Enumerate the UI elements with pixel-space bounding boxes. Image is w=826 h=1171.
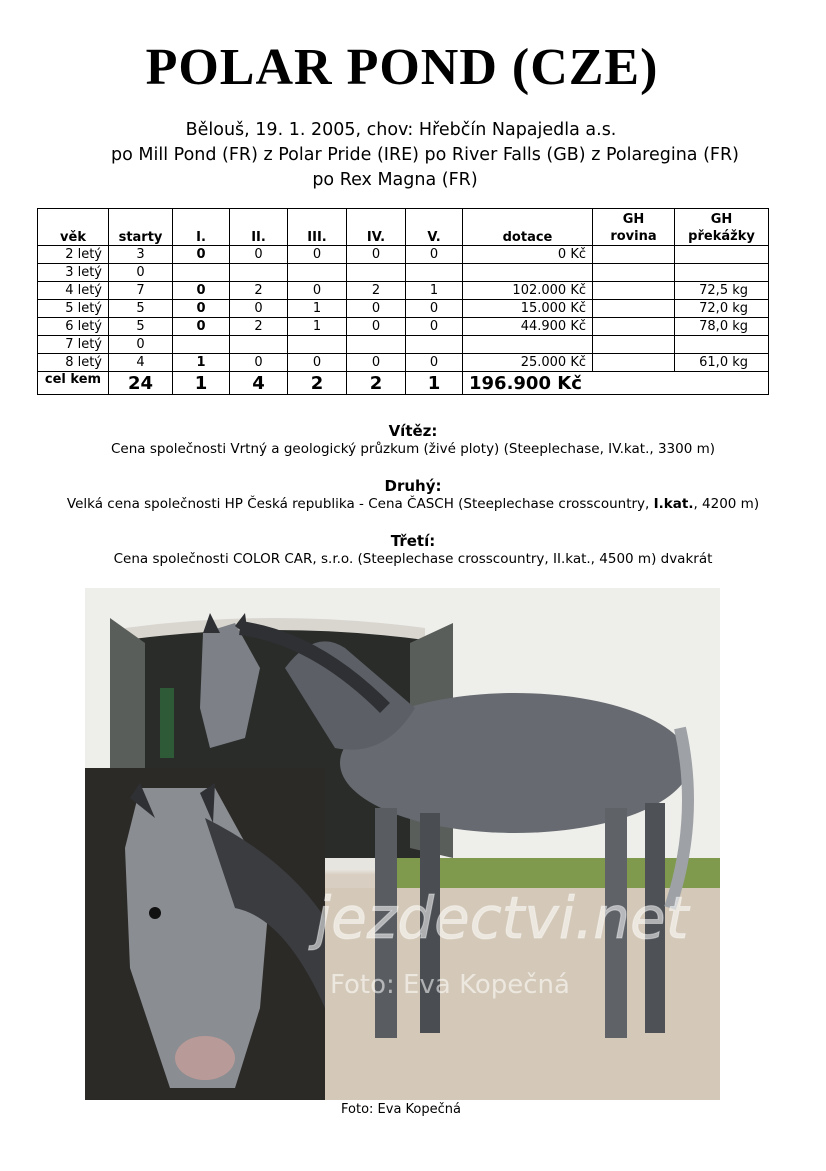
pedigree-line: po Mill Pond (FR) z Polar Pride (IRE) po River Falls (GB) z Polaregina (FR): [111, 145, 739, 165]
table-cell: [675, 264, 769, 282]
header-prize-money: dotace: [463, 209, 593, 246]
header-third: III.: [288, 209, 347, 246]
third-heading: Třetí:: [390, 532, 436, 550]
header-fifth: V.: [406, 209, 463, 246]
table-cell: 72,0 kg: [675, 300, 769, 318]
table-cell: 1: [288, 300, 347, 318]
table-cell: 2: [230, 282, 288, 300]
table-cell: [406, 264, 463, 282]
table-cell: [675, 246, 769, 264]
table-cell: 15.000 Kč: [463, 300, 593, 318]
table-cell: 2: [230, 318, 288, 336]
table-cell: [593, 264, 675, 282]
table-cell: [675, 336, 769, 354]
table-cell: 3: [109, 246, 173, 264]
table-cell: 0: [173, 318, 230, 336]
table-cell: [288, 264, 347, 282]
second-text-part-c: , 4200 m): [693, 496, 760, 512]
second-text-category: I.kat.: [653, 496, 694, 512]
table-cell: 72,5 kg: [675, 282, 769, 300]
header-second: II.: [230, 209, 288, 246]
table-cell: 2 letý: [38, 246, 109, 264]
table-cell: 4 letý: [38, 282, 109, 300]
total-cell: 2: [347, 372, 406, 395]
table-cell: 0: [230, 300, 288, 318]
table-cell: 0: [347, 300, 406, 318]
table-cell: 0: [173, 246, 230, 264]
header-age: věk: [38, 209, 109, 246]
winner-text: Cena společnosti Vrtný a geologický průzkum (živé ploty) (Steeplechase, IV.kat., 3300 m): [110, 441, 716, 457]
table-row: [38, 282, 769, 300]
header-starts: starty: [109, 209, 173, 246]
table-cell: 0: [288, 354, 347, 372]
table-cell: 7 letý: [38, 336, 109, 354]
table-row: [38, 354, 769, 372]
watermark-site: jezdectvi.net: [315, 884, 689, 952]
table-cell: [593, 300, 675, 318]
total-cell: 4: [230, 372, 288, 395]
table-cell: 1: [406, 282, 463, 300]
table-cell: 5 letý: [38, 300, 109, 318]
table-cell: 25.000 Kč: [463, 354, 593, 372]
table-cell: [173, 264, 230, 282]
table-row: [38, 336, 769, 354]
table-cell: 5: [109, 318, 173, 336]
table-cell: 0: [406, 318, 463, 336]
table-cell: 44.900 Kč: [463, 318, 593, 336]
total-cell: 1: [173, 372, 230, 395]
second-text: [0, 496, 826, 512]
inset-head-photo: [85, 768, 325, 1100]
table-cell: [463, 264, 593, 282]
table-total-row: [38, 372, 769, 395]
table-cell: 2: [347, 282, 406, 300]
header-gh-hurdles: GH překážky: [675, 209, 769, 246]
third-text: Cena společnosti COLOR CAR, s.r.o. (Steeplechase crosscountry, II.kat., 4500 m) dvakrát: [113, 551, 713, 567]
table-cell: [230, 264, 288, 282]
horse-photo: [85, 588, 720, 1100]
table-cell: 0: [406, 354, 463, 372]
door-window: [160, 688, 174, 758]
table-cell: 0: [406, 246, 463, 264]
table-row: [38, 246, 769, 264]
table-cell: [593, 246, 675, 264]
photo-caption: Foto: Eva Kopečná: [341, 1102, 461, 1117]
table-row: [38, 318, 769, 336]
total-cell: 1: [406, 372, 463, 395]
table-cell: 8 letý: [38, 354, 109, 372]
total-cell: 2: [288, 372, 347, 395]
horse-info-line: Bělouš, 19. 1. 2005, chov: Hřebčín Napajedla a.s.: [185, 120, 617, 140]
second-heading: Druhý:: [384, 477, 442, 495]
table-cell: 4: [109, 354, 173, 372]
header-fourth: IV.: [347, 209, 406, 246]
pedigree-line-cont: po Rex Magna (FR): [312, 170, 478, 190]
table-cell: 0: [347, 354, 406, 372]
page-title: POLAR POND (CZE): [145, 39, 659, 96]
table-cell: 1: [288, 318, 347, 336]
table-cell: 3 letý: [38, 264, 109, 282]
table-cell: 0: [230, 354, 288, 372]
table-cell: 0: [230, 246, 288, 264]
horse-photo-illustration: [85, 588, 720, 1100]
table-header-row: [38, 209, 769, 246]
table-cell: 0: [347, 318, 406, 336]
results-table: [37, 208, 769, 395]
table-cell: 0: [288, 282, 347, 300]
second-text-part-a: Velká cena společnosti HP Česká republika - Cena ČASCH (Steeplechase crosscountry,: [66, 496, 654, 512]
table-cell: [230, 336, 288, 354]
table-cell: 0: [173, 282, 230, 300]
table-cell: 0: [347, 246, 406, 264]
table-cell: [406, 336, 463, 354]
table-cell: [593, 336, 675, 354]
table-cell: 0: [406, 300, 463, 318]
table-row: [38, 264, 769, 282]
table-cell: [593, 318, 675, 336]
table-cell: [173, 336, 230, 354]
table-cell: [593, 354, 675, 372]
table-cell: [463, 336, 593, 354]
table-cell: 5: [109, 300, 173, 318]
table-cell: 0: [109, 264, 173, 282]
table-cell: 7: [109, 282, 173, 300]
table-cell: 102.000 Kč: [463, 282, 593, 300]
table-cell: 0 Kč: [463, 246, 593, 264]
total-label: cel kem: [38, 372, 109, 395]
table-cell: [288, 336, 347, 354]
header-first: I.: [173, 209, 230, 246]
table-cell: 0: [173, 300, 230, 318]
table-cell: [593, 282, 675, 300]
table-cell: [347, 264, 406, 282]
table-cell: 0: [109, 336, 173, 354]
table-row: [38, 300, 769, 318]
table-cell: 1: [173, 354, 230, 372]
table-cell: 0: [288, 246, 347, 264]
table-cell: 6 letý: [38, 318, 109, 336]
watermark-credit: Foto: Eva Kopečná: [330, 970, 570, 1000]
total-cell: 24: [109, 372, 173, 395]
table-cell: [347, 336, 406, 354]
table-cell: 61,0 kg: [675, 354, 769, 372]
total-cell: 196.900 Kč: [463, 372, 769, 395]
winner-heading: Vítěz:: [388, 422, 438, 440]
header-gh-flat: GH rovina: [593, 209, 675, 246]
table-cell: 78,0 kg: [675, 318, 769, 336]
